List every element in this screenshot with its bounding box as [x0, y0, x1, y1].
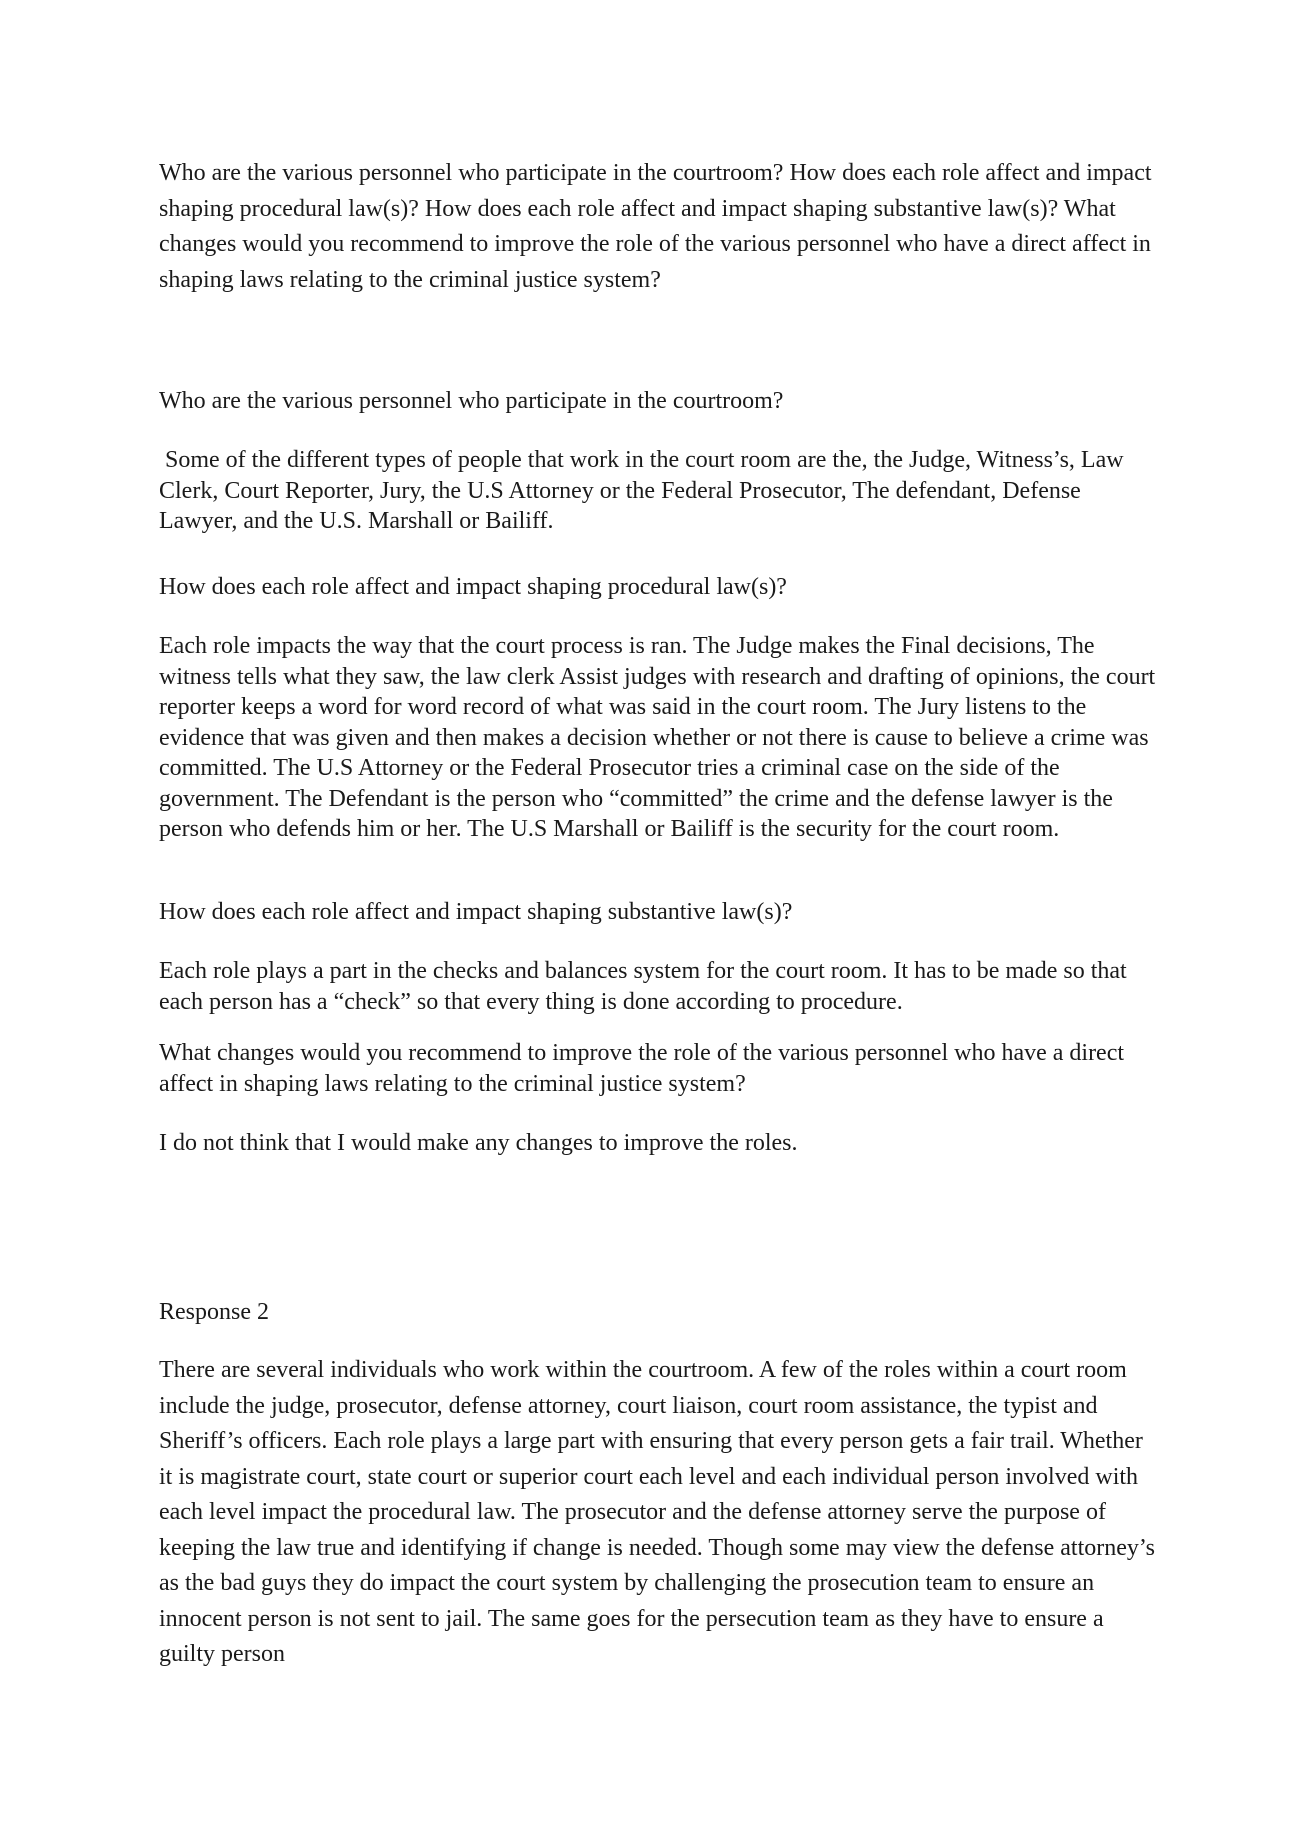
question-2: How does each role affect and impact shaping procedural law(s)? [159, 574, 787, 600]
question-3: How does each role affect and impact shaping substantive law(s)? [159, 899, 793, 925]
response-2-body: There are several individuals who work within the courtroom. A few of the roles within a court room include the judge, prosecutor, defense attorney, court liaison, court room assistance, the typist and Sheriff’s officers. Each role plays a large part with ensuring that every person gets a fair trail. Whether it is magistrate court, state court or superior court each level and each individual person involved with each level impact the procedural law. The prosecutor and the defense attorney serve the purpose of keeping the law true and identifying if change is needed. Though some may view the defense attorney’s as the bad guys they do impact the court system by challenging the prosecution team to ensure an innocent person is not sent to jail. The same goes for the persecution team as they have to ensure a guilty person [159, 1357, 1155, 1667]
question-4: What changes would you recommend to improve the role of the various personnel who have a direct affect in shaping laws relating to the criminal justice system? [159, 1040, 1125, 1097]
question-1: Who are the various personnel who participate in the courtroom? [159, 388, 784, 414]
answer-4: I do not think that I would make any changes to improve the roles. [159, 1130, 798, 1156]
assignment-prompt: Who are the various personnel who participate in the courtroom? How does each role affect and impact shaping procedural law(s)? How does each role affect and impact shaping substantive law(s)? What changes would you recommend to improve the role of the various personnel who have a direct affect in shaping laws relating to the criminal justice system? [159, 160, 1152, 293]
answer-2: Each role impacts the way that the court process is ran. The Judge makes the Final decisions, The witness tells what they saw, the law clerk Assist judges with research and drafting of opinions, the court reporter keeps a word for word record of what was said in the court room. The Jury listens to the evidence that was given and then makes a decision whether or not there is cause to believe a crime was committed. The U.S Attorney or the Federal Prosecutor tries a criminal case on the side of the government. The Defendant is the person who “committed” the crime and the defense lawyer is the person who defends him or her. The U.S Marshall or Bailiff is the security for the court room. [159, 633, 1156, 842]
answer-3: Each role plays a part in the checks and balances system for the court room. It has to be made so that each person has a “check” so that every thing is done according to procedure. [159, 958, 1127, 1015]
answer-1: Some of the different types of people that work in the court room are the, the Judge, Witness’s, Law Clerk, Court Reporter, Jury, the U.S Attorney or the Federal Prosecutor, The defendant, Defense Lawyer, and the U.S. Marshall or Bailiff. [159, 447, 1130, 534]
response-2-heading: Response 2 [159, 1299, 269, 1325]
